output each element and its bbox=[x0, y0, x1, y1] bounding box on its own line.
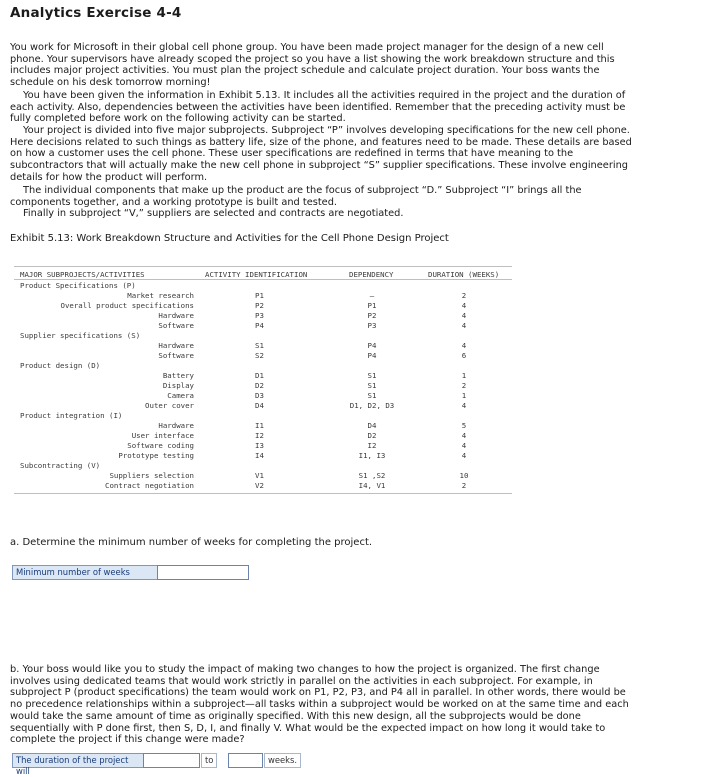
activity-id: D2 bbox=[255, 381, 264, 390]
activity-duration: 4 bbox=[461, 301, 467, 310]
activity-dependency: P3 bbox=[367, 321, 377, 330]
activity-dependency: D1, D2, D3 bbox=[349, 401, 395, 410]
activity-name: Software bbox=[158, 321, 194, 330]
activity-name: Contract negotiation bbox=[105, 481, 194, 490]
minimum-weeks-input[interactable] bbox=[157, 565, 249, 580]
col-header-duration: DURATION (WEEKS) bbox=[428, 270, 500, 279]
group-name: Subcontracting (V) bbox=[20, 461, 101, 470]
activity-dependency: P1 bbox=[367, 301, 377, 310]
activity-name: Software coding bbox=[127, 441, 194, 450]
table-bottom-rule bbox=[14, 493, 512, 494]
activity-duration: 4 bbox=[461, 441, 467, 450]
activity-duration: 4 bbox=[461, 321, 467, 330]
activity-id: D4 bbox=[255, 401, 264, 410]
activity-dependency: S1 bbox=[367, 391, 377, 400]
activity-dependency: I1, I3 bbox=[358, 451, 386, 460]
duration-to-input[interactable] bbox=[228, 753, 263, 768]
activity-name: Hardware bbox=[158, 421, 194, 430]
activity-duration: 4 bbox=[461, 341, 467, 350]
activity-dependency: D4 bbox=[367, 421, 377, 430]
activity-name: Display bbox=[162, 381, 194, 390]
activity-duration: 2 bbox=[461, 481, 467, 490]
activity-id: I2 bbox=[255, 431, 264, 440]
answer-a-label: Minimum number of weeks bbox=[12, 565, 159, 580]
group-name: Product integration (I) bbox=[20, 411, 123, 420]
activity-dependency: D2 bbox=[367, 431, 377, 440]
activity-name: Hardware bbox=[158, 311, 194, 320]
activity-name: Prototype testing bbox=[118, 451, 194, 460]
activity-name: Battery bbox=[162, 371, 194, 380]
activity-id: I1 bbox=[255, 421, 264, 430]
activity-duration: 6 bbox=[461, 351, 467, 360]
info-paragraph: You have been given the information in Exhibit 5.13. It includes all the activities required in the project and the duration of each activity. Also, dependencies between the activities have been identified. Remember that the preceding activity must be fully completed before work on the following activity can be started. bbox=[10, 90, 626, 125]
activity-name: User interface bbox=[131, 431, 194, 440]
activity-id: I3 bbox=[255, 441, 264, 450]
activity-dependency: I2 bbox=[367, 441, 377, 450]
suppliers-paragraph: Finally in subproject “V,” suppliers are selected and contracts are negotiated. bbox=[23, 208, 404, 219]
activity-id: I4 bbox=[255, 451, 264, 460]
activity-dependency: I4, V1 bbox=[358, 481, 386, 490]
activity-name: Overall product specifications bbox=[60, 301, 194, 310]
activity-dependency: P2 bbox=[367, 311, 377, 320]
activity-name: Suppliers selection bbox=[109, 471, 194, 480]
table-top-rule bbox=[14, 266, 512, 267]
activity-dependency: P4 bbox=[367, 351, 377, 360]
group-name: Product Specifications (P) bbox=[20, 281, 136, 290]
activity-duration: 4 bbox=[461, 401, 467, 410]
activity-duration: 4 bbox=[461, 431, 467, 440]
activity-id: D3 bbox=[255, 391, 264, 400]
activity-name: Software bbox=[158, 351, 194, 360]
activity-duration: 10 bbox=[459, 471, 469, 480]
activity-duration: 4 bbox=[461, 311, 467, 320]
page-title: Analytics Exercise 4-4 bbox=[10, 5, 182, 21]
col-header-activities: MAJOR SUBPROJECTS/ACTIVITIES bbox=[20, 270, 145, 279]
activity-id: V2 bbox=[255, 481, 264, 490]
group-name: Product design (D) bbox=[20, 361, 101, 370]
weeks-label: weeks. bbox=[264, 753, 301, 768]
question-b: b. Your boss would like you to study the impact of making two changes to how the project is organized. The first change involves using dedicated teams that would work strictly in parallel on the activities in each subproject. For example, in subproject P (product specifications) the team would work on P1, P2, P3, and P4 all in parallel. In other words, there would be no precedence relationships within a subproject—all tasks within a subproject would be worked on at the same time and each would take the same amount of time as originally specified. With this new design, all the subprojects would be done sequentially with P done first, then S, D, I, and finally V. What would be the expected impact on how long it would take to complete the project if this change were made? bbox=[10, 664, 629, 746]
activity-name: Hardware bbox=[158, 341, 194, 350]
exhibit-title: Exhibit 5.13: Work Breakdown Structure and Activities for the Cell Phone Design Project bbox=[10, 233, 449, 244]
duration-from-input[interactable] bbox=[143, 753, 200, 768]
activity-id: P3 bbox=[255, 311, 264, 320]
activity-dependency: — bbox=[369, 291, 375, 300]
to-label: to bbox=[201, 753, 217, 768]
activity-duration: 2 bbox=[461, 291, 467, 300]
col-header-dependency: DEPENDENCY bbox=[349, 270, 394, 279]
activity-duration: 1 bbox=[461, 371, 467, 380]
group-name: Supplier specifications (S) bbox=[20, 331, 141, 340]
activity-id: P4 bbox=[255, 321, 264, 330]
activity-name: Outer cover bbox=[145, 401, 194, 410]
activity-name: Camera bbox=[167, 391, 194, 400]
activity-dependency: P4 bbox=[367, 341, 377, 350]
activity-dependency: S1 bbox=[367, 371, 377, 380]
answer-b-label: The duration of the project will bbox=[12, 753, 145, 768]
activity-duration: 1 bbox=[461, 391, 467, 400]
intro-paragraph: You work for Microsoft in their global cell phone group. You have been made project manager for the design of a new cell phone. Your supervisors have already scoped the project so you have a list showing the work breakdown structure and this includes major project activities. You must plan the project schedule and calculate project duration. Your boss wants the schedule on his desk tomorrow morning! bbox=[10, 42, 615, 89]
activity-id: P1 bbox=[255, 291, 264, 300]
question-a: a. Determine the minimum number of weeks for completing the project. bbox=[10, 537, 373, 548]
activity-id: D1 bbox=[255, 371, 264, 380]
col-header-identification: ACTIVITY IDENTIFICATION bbox=[205, 270, 308, 279]
activity-duration: 2 bbox=[461, 381, 467, 390]
activity-id: S1 bbox=[255, 341, 264, 350]
subprojects-paragraph: Your project is divided into five major subprojects. Subproject “P” involves developing specifications for the new cell phone. Here decisions related to such things as battery life, size of the phone, and features need to be made. These details are based on how a customer uses the cell phone. These user specifications are redefined in terms that have meaning to the subcontractors that will actually make the new cell phone in subproject “S” supplier specifications. These involve engineering details for how the product will perform. bbox=[10, 125, 632, 183]
activity-duration: 5 bbox=[461, 421, 467, 430]
activity-id: V1 bbox=[255, 471, 264, 480]
activity-name: Market research bbox=[127, 291, 194, 300]
activity-dependency: S1 bbox=[367, 381, 377, 390]
activity-id: S2 bbox=[255, 351, 264, 360]
table-header-rule bbox=[14, 279, 512, 280]
components-paragraph: The individual components that make up the product are the focus of subproject “D.” Subproject “I” brings all the components together, and a working prototype is built and tested. bbox=[10, 185, 582, 208]
wbs-table bbox=[14, 266, 514, 506]
activity-duration: 4 bbox=[461, 451, 467, 460]
activity-id: P2 bbox=[255, 301, 264, 310]
activity-dependency: S1 ,S2 bbox=[358, 471, 386, 480]
